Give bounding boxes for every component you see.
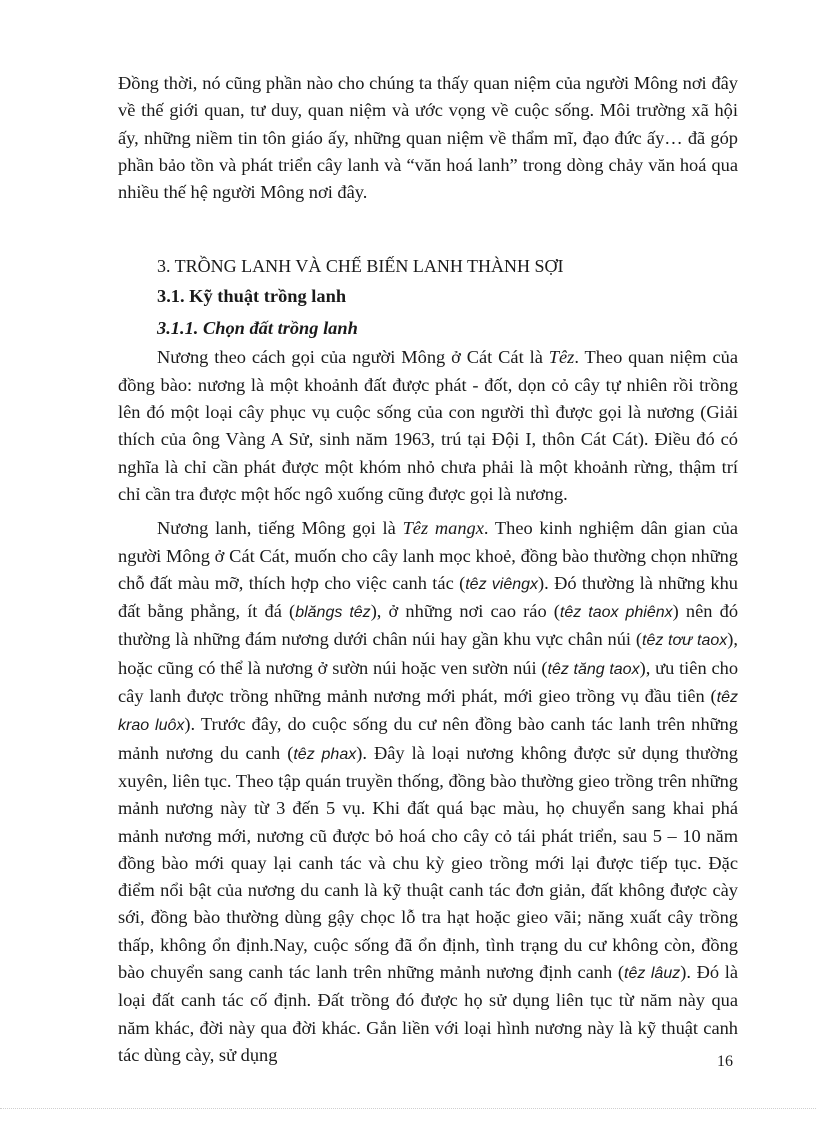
page-number: 16 bbox=[717, 1053, 733, 1070]
local-term: têz tăng taox bbox=[547, 660, 640, 678]
local-term: têz tơư taox bbox=[642, 632, 728, 650]
text-run: ). Đây là loại nương không được sử dụng thường xuyên, liên tục. Theo tập quán truyền thống, đồng bào thường gieo trồng trên những mảnh nương này từ 3 đến 5 vụ. Khi đất quá bạc màu, họ chuyển sang khai phá mảnh nương mới, nương cũ được bỏ hoá cho cây cỏ tái phát triển, sau 5 – 10 năm đồng bào mới quay lại canh tác và chu kỳ gieo trồng mới lại được tiếp tục. Đặc điểm nổi bật của nương du canh là kỹ thuật canh tác đơn giản, đất không được cày sới, đồng bào thường dùng gậy chọc lỗ tra hạt hoặc gieo vãi; năng xuất cây trồng thấp, không ổn định.Nay, cuộc sống đã ổn định, tình trạng du cư không còn, đồng bào chuyển sang canh tác lanh trên những mảnh nương định canh ( bbox=[118, 742, 738, 983]
text-run: . Theo kinh nghiệm dân gian của người Mông ở Cát Cát, muốn cho cây lanh mọc khoẻ, đồng bào thường chọn những chỗ đất màu mỡ, thích hợp cho việc canh tác ( bbox=[118, 518, 738, 593]
text-run: ), hoặc cũng có thể là nương ở sườn núi hoặc ven sườn núi ( bbox=[118, 629, 738, 678]
text-run: Nương theo cách gọi của người Mông ở Cát Cát là bbox=[157, 347, 549, 368]
local-term: têz phax bbox=[293, 745, 357, 763]
text-run: ). Đó thường là những khu đất bằng phẳng, ít đá ( bbox=[118, 572, 738, 622]
spacer bbox=[118, 206, 738, 251]
text-run: ) nên đó thường là những đám nương dưới chân núi hay gần khu vực chân núi ( bbox=[118, 601, 739, 650]
sub-section-heading: 3.1. Kỹ thuật trồng lanh bbox=[157, 286, 347, 307]
document-page bbox=[118, 70, 738, 1069]
section-heading: 3. TRỒNG LANH VÀ CHẾ BIẾN LANH THÀNH SỢI bbox=[157, 256, 564, 277]
text-run: ), ưu tiên cho cây lanh được trồng những mảnh nương mới phát, mới gieo trồng vụ đầu tiên ( bbox=[118, 657, 739, 707]
local-term: têz viêngx bbox=[465, 575, 539, 593]
local-term: têz lâuz bbox=[624, 965, 681, 983]
local-term: blăngs têz bbox=[295, 604, 371, 622]
text-run: ), ở những nơi cao ráo ( bbox=[370, 601, 560, 622]
intro-paragraph: Đồng thời, nó cũng phần nào cho chúng ta thấy quan niệm của người Mông nơi đây về thế giới quan, tư duy, quan niệm và ước vọng về cuộc sống. Môi trường xã hội ấy, những niềm tin tôn giáo ấy, những quan niệm về thẩm mĩ, đạo đức ấy… đã góp phần bảo tồn và phát triển cây lanh và “văn hoá lanh” trong dòng chảy văn hoá qua nhiều thế hệ người Mông nơi đây. bbox=[118, 73, 738, 203]
text-run: ). Trước đây, do cuộc sống du cư nên đồng bào canh tác lanh trên những mảnh nương du canh ( bbox=[118, 714, 739, 763]
body-paragraph-1 bbox=[118, 344, 738, 508]
text-run: ). Đó là loại đất canh tác cố định. Đất trồng đó được họ sử dụng liên tục từ năm này qua năm khác, đời này qua đời khác. Gắn liền với loại hình nương này là kỹ thuật canh tác dùng cày, sử dụng bbox=[118, 962, 739, 1065]
sub-sub-section-heading: 3.1.1. Chọn đất trồng lanh bbox=[157, 318, 358, 339]
text-run: Nương lanh, tiếng Mông gọi là bbox=[157, 518, 403, 539]
local-term: têz taox phiênx bbox=[559, 604, 673, 622]
spacer bbox=[118, 508, 738, 515]
page-bottom-divider bbox=[0, 1108, 816, 1109]
body-paragraph-2 bbox=[118, 515, 738, 1069]
local-term: têz krao luôx bbox=[118, 689, 738, 735]
local-term: Têz mangx bbox=[402, 518, 484, 539]
text-run: . Theo quan niệm của đồng bào: nương là một khoảnh đất được phát - đốt, dọn cỏ cây tự nhiên rồi trồng lên đó một loại cây phục vụ cuộc sống của con người thì được gọi là nương (Giải thích của ông Vàng A Sử, sinh năm 1963, trú tại Đội I, thôn Cát Cát). Điều đó có nghĩa là chỉ cần phát được một khóm nhỏ chưa phải là một khoảnh rừng, thậm trí chỉ cần tra được một hốc ngô xuống cũng được gọi là nương. bbox=[118, 347, 738, 504]
local-term: Têz bbox=[548, 347, 575, 368]
